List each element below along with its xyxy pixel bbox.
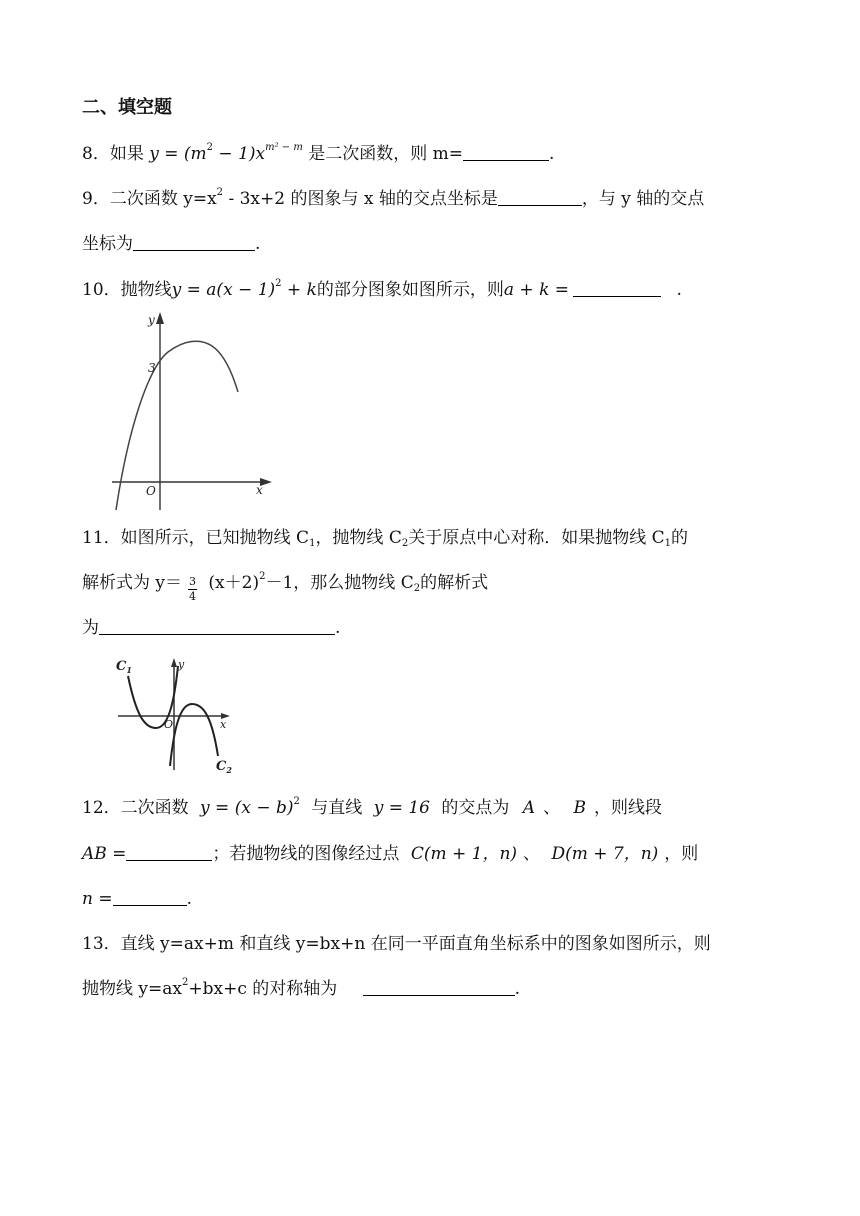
q11-text-5: 解析式为 y＝ <box>82 573 183 593</box>
q11-text-4: 的 <box>671 528 689 548</box>
q11-period: . <box>335 618 341 638</box>
c1-label: $C_1$ <box>116 659 132 675</box>
y-axis-arrow-icon <box>156 312 164 324</box>
q8-period: . <box>549 144 555 164</box>
q11-text-3: 关于原点中心对称．如果抛物线 C <box>408 528 665 548</box>
q8-expression: $y = (m^2 - 1)x^{m^2 - m}$ <box>149 142 303 164</box>
q11-parabolas-graph <box>110 654 238 774</box>
q12-text-5: ；若抛物线的图像经过点 <box>212 844 400 864</box>
q12-separator-2: 、 <box>523 844 541 864</box>
q8-number: 8． <box>82 144 110 164</box>
parabola-curve <box>116 341 238 510</box>
q11-text-8: 的解析式 <box>420 573 489 593</box>
question-11: 11．如图所示，已知抛物线 $C_1$，抛物线 $C_2$关于原点中心对称．如果抛物线 $C_1$的 <box>82 528 689 549</box>
q12-separator: 、 <box>543 798 561 818</box>
point-d: D(m + 7，n) <box>551 844 659 864</box>
q13-period: . <box>514 979 521 999</box>
q9-square: 2 <box>216 187 224 198</box>
x-axis-label: x <box>220 718 227 731</box>
answer-blank[interactable] <box>363 979 515 996</box>
q13-text-2: 抛物线 y=ax <box>82 979 182 999</box>
q12-expression-2: y = 16 <box>373 798 430 818</box>
answer-blank[interactable] <box>99 618 335 635</box>
y-axis-label: y <box>148 313 155 327</box>
question-8 <box>82 143 554 165</box>
q11-text-1: 如图所示，已知抛物线 C <box>120 528 310 548</box>
q12-text-1: 二次函数 <box>120 798 189 818</box>
q8-text-1: 如果 <box>109 144 144 164</box>
q11-text-6: (x＋2) <box>208 573 260 593</box>
q10-parabola-graph <box>108 310 278 512</box>
origin-label: O <box>164 718 174 731</box>
fraction-three-quarters: $\frac{3}{4}$ <box>189 575 197 603</box>
q9-period: . <box>255 234 261 254</box>
c2-curve <box>170 704 218 766</box>
question-9 <box>82 188 704 210</box>
q12-text-3: 的交点为 <box>441 798 510 818</box>
point-c: C(m + 1，n) <box>410 844 518 864</box>
question-11-cont: 解析式为 y＝ $\frac{3}{4}$ $(x+2)^2-1$，那么抛物线 $C_2$的解析式 <box>82 571 489 603</box>
y-intercept-label: 3 <box>148 361 156 375</box>
q11-text-9: 为 <box>82 618 99 638</box>
q9-text-1: 二次函数 y=x <box>109 189 217 209</box>
q12-text-4: ，则线段 <box>593 798 662 818</box>
answer-blank[interactable] <box>573 280 661 297</box>
q12-expression-1: $y = (x - b)^2$ <box>200 796 300 818</box>
q13-number: 13． <box>82 934 121 954</box>
q8-text-2: 是二次函数，则 m= <box>308 144 464 164</box>
c2-label: $C_2$ <box>216 759 232 774</box>
segment-ab: AB = <box>82 844 127 864</box>
n-label: n = <box>82 889 113 909</box>
point-b: B <box>573 798 586 818</box>
origin-label: O <box>146 484 156 498</box>
q10-period: . <box>676 280 682 300</box>
q10-expression: $y = a(x - 1)^2 + k$ <box>171 278 317 300</box>
q10-expression-2: a + k = <box>503 280 570 300</box>
point-a: A <box>522 798 536 818</box>
question-13-cont: 抛物线 $y=ax^2+bx+c$ 的对称轴为 . <box>82 977 521 999</box>
q13-text-1: 直线 y=ax+m 和直线 y=bx+n 在同一平面直角坐标系中的图象如图所示，则 <box>120 934 711 954</box>
answer-blank[interactable] <box>133 234 255 251</box>
answer-blank[interactable] <box>113 889 187 906</box>
q10-text-2: 的部分图象如图所示，则 <box>316 280 504 300</box>
q11-number: 11． <box>82 528 121 548</box>
question-13 <box>82 933 711 955</box>
x-axis-label: x <box>256 483 263 497</box>
question-11-cont-2 <box>82 617 340 639</box>
question-12-cont-2 <box>82 888 192 910</box>
answer-blank[interactable] <box>126 844 212 861</box>
answer-blank[interactable] <box>498 189 582 206</box>
question-12-cont <box>82 843 698 865</box>
q9-number: 9． <box>82 189 110 209</box>
q13-text-3: +bx+c 的对称轴为 <box>188 979 338 999</box>
q9-text-2: - 3x+2 的图象与 x 轴的交点坐标是 <box>223 189 498 209</box>
question-10 <box>82 279 682 301</box>
q12-text-6: ，则 <box>664 844 699 864</box>
answer-blank[interactable] <box>463 144 549 161</box>
q10-number: 10． <box>82 280 121 300</box>
q12-number: 12． <box>82 798 121 818</box>
question-9-cont <box>82 233 260 255</box>
section-title: 二、填空题 <box>82 97 172 118</box>
q11-text-7: －1，那么抛物线 C <box>265 573 414 593</box>
q12-text-2: 与直线 <box>311 798 363 818</box>
y-axis-arrow-icon <box>171 658 177 667</box>
q10-text-1: 抛物线 <box>120 280 172 300</box>
y-axis-label: y <box>178 658 185 671</box>
question-12 <box>82 797 662 819</box>
q12-period: . <box>186 889 193 909</box>
q9-text-3: ，与 y 轴的交点 <box>581 189 705 209</box>
q11-text-2: ，抛物线 C <box>315 528 402 548</box>
q9-text-4: 坐标为 <box>82 234 133 254</box>
